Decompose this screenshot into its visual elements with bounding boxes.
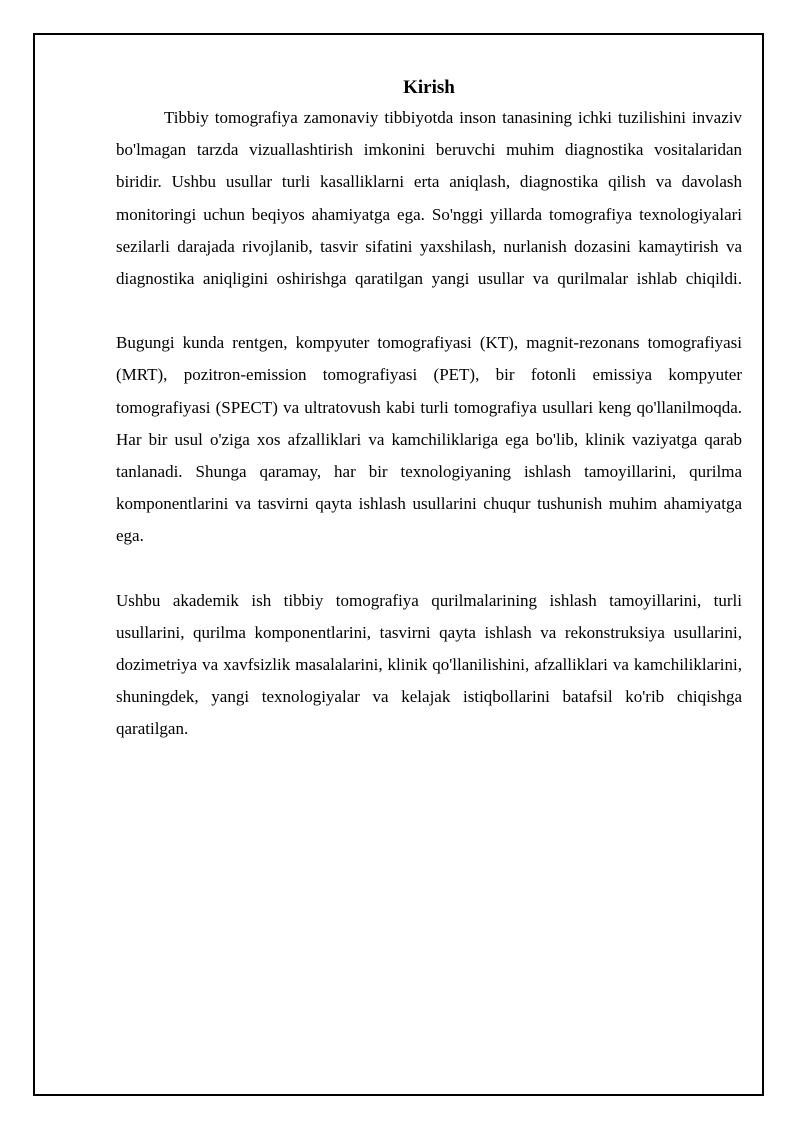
- document-body: [116, 74, 742, 746]
- paragraph-1: Tibbiy tomografiya zamonaviy tibbiyotda inson tanasining ichki tuzilishini invaziv bo'lmagan tarzda vizuallashtirish imkonini beruvchi muhim diagnostika vositalaridan biridir. Ushbu usullar turli kasalliklarni erta aniqlash, diagnostika qilish va davolash monitoringi uchun beqiyos ahamiyatga ega. So'nggi yillarda tomografiya texnologiyalari sezilarli darajada rivojlanib, tasvir sifatini yaxshilash, nurlanish dozasini kamaytirish va diagnostika aniqligini oshirishga qaratilgan yangi usullar va qurilmalar ishlab chiqildi.: [116, 108, 742, 289]
- page-title: Kirish: [403, 77, 455, 98]
- paragraph-2: Bugungi kunda rentgen, kompyuter tomografiyasi (KT), magnit-rezonans tomografiyasi (MRT), pozitron-emission tomografiyasi (PET), bir fotonli emissiya kompyuter tomografiyasi (SPECT) va ultratovush kabi turli tomografiya usullari keng qo'llanilmoqda. Har bir usul o'ziga xos afzalliklari va kamchiliklariga ega bo'lib, klinik vaziyatga qarab tanlanadi. Shunga qaramay, har bir texnologiyaning ishlash tamoyillarini, qurilma komponentlarini va tasvirni qayta ishlash usullarini chuqur tushunish muhim ahamiyatga ega.: [116, 333, 742, 546]
- paragraph-spacer: [116, 295, 742, 327]
- paragraph-3: Ushbu akademik ish tibbiy tomografiya qurilmalarining ishlash tamoyillarini, turli usullarini, qurilma komponentlarini, tasvirni qayta ishlash va rekonstruksiya usullarini, dozimetriya va xavfsizlik masalalarini, klinik qo'llanilishini, afzalliklari va kamchiliklarini, shuningdek, yangi texnologiyalar va kelajak istiqbollarini batafsil ko'rib chiqishga qaratilgan.: [116, 590, 742, 739]
- paragraph-spacer: [116, 553, 742, 585]
